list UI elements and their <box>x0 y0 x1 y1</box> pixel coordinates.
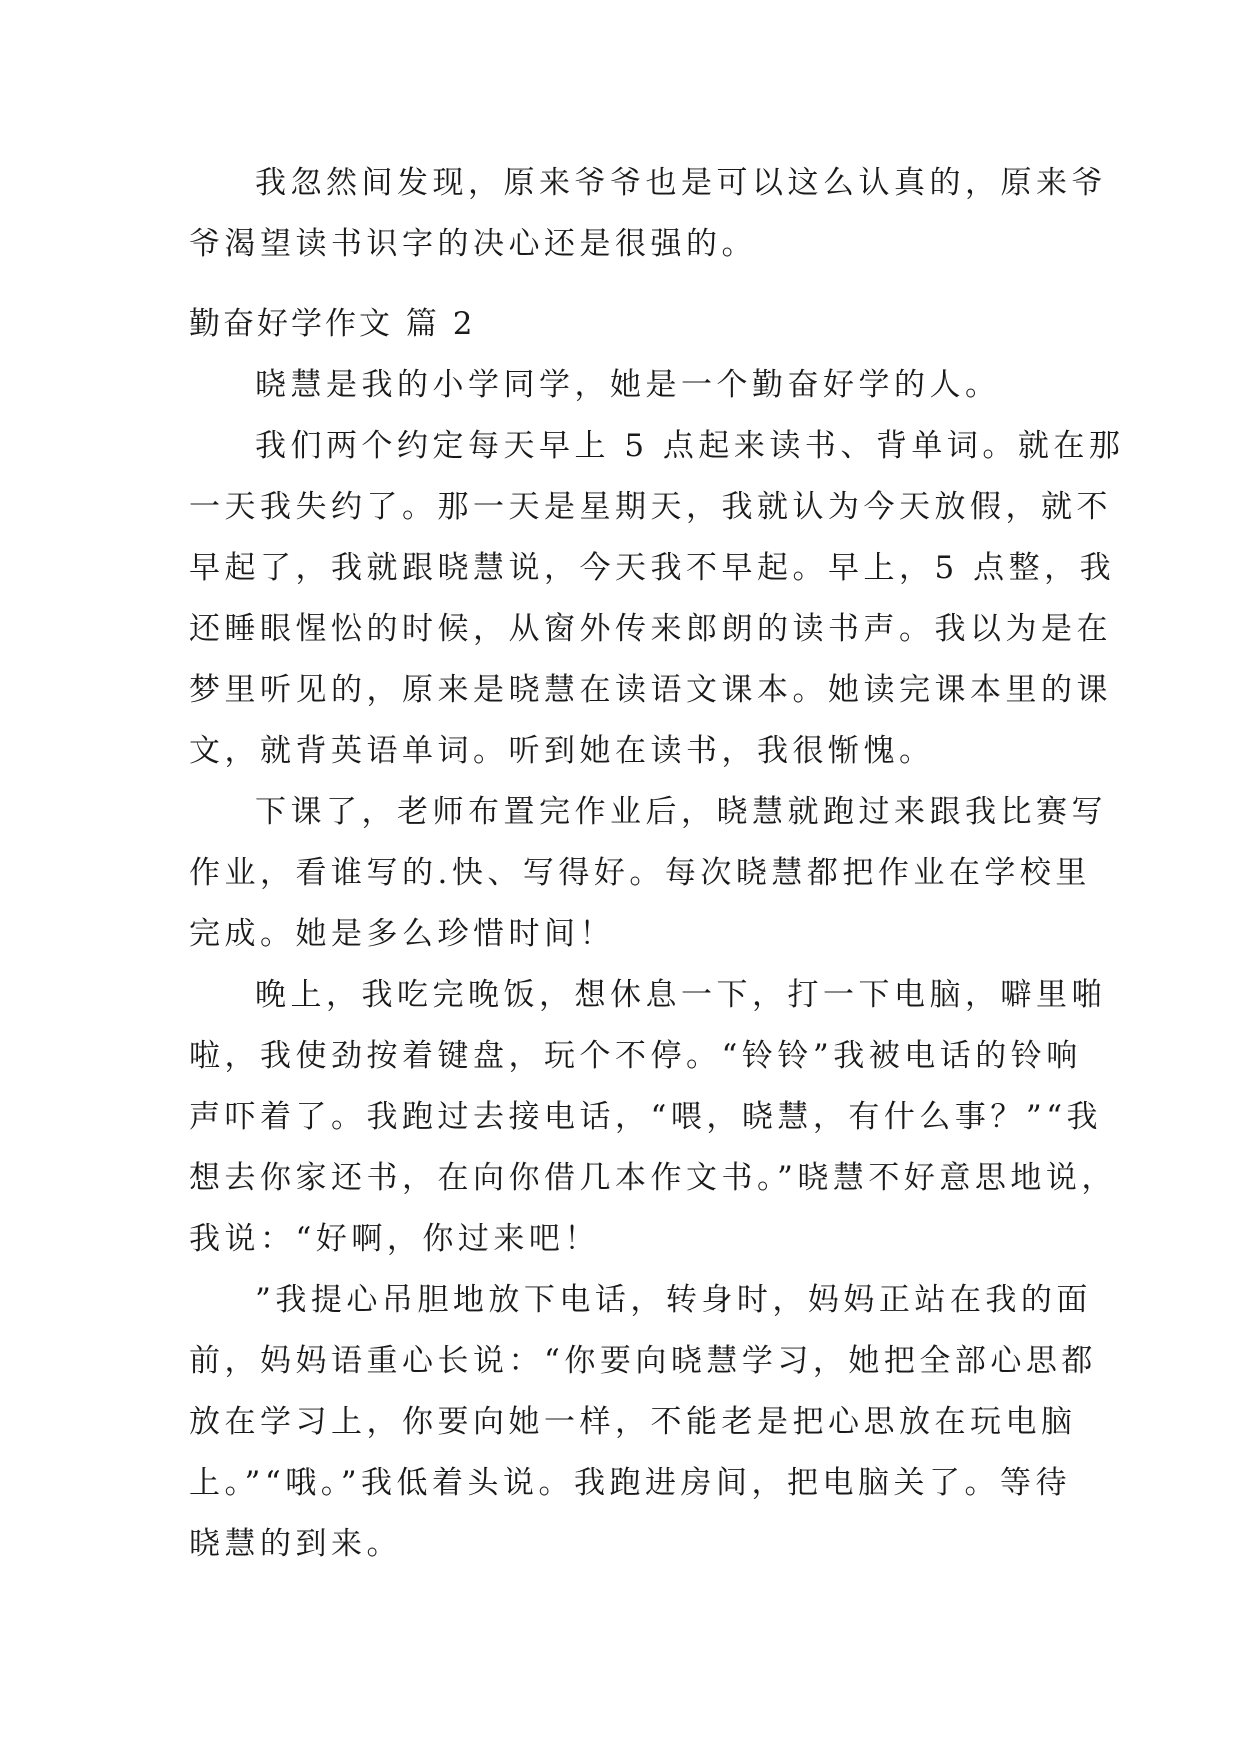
text-line: 晓慧是我的小学同学，她是一个勤奋好学的人。 <box>255 367 1001 403</box>
text-line: 下课了，老师布置完作业后，晓慧就跑过来跟我比赛写 <box>255 794 1107 830</box>
text-line: 我们两个约定每天早上 5 点起来读书、背单词。就在那 <box>255 428 1125 464</box>
text-line: 想去你家还书，在向你借几本作文书。”晓慧不好意思地说， <box>189 1160 1117 1196</box>
section-heading: 勤奋好学作文 篇 2 <box>189 306 476 342</box>
text-line: 晚上，我吃完晚饭，想休息一下，打一下电脑，噼里啪 <box>255 977 1107 1013</box>
section-2 <box>189 294 1125 1575</box>
text-line: 一天我失约了。那一天是星期天，我就认为今天放假，就不 <box>189 489 1112 525</box>
text-line: 放在学习上，你要向她一样，不能老是把心思放在玩电脑 <box>189 1404 1077 1440</box>
text-line: ”我提心吊胆地放下电话，转身时，妈妈正站在我的面 <box>255 1282 1092 1318</box>
text-line: 啦，我使劲按着键盘，玩个不停。“铃铃”我被电话的铃响 <box>189 1038 1082 1074</box>
text-line: 前，妈妈语重心长说：“你要向晓慧学习，她把全部心思都 <box>189 1343 1097 1379</box>
text-line: 我忽然间发现，原来爷爷也是可以这么认真的，原来爷 <box>255 165 1107 201</box>
text-line: 晓慧的到来。 <box>189 1526 402 1562</box>
text-line: 文，就背英语单词。听到她在读书，我很惭愧。 <box>189 733 935 769</box>
text-line: 爷渴望读书识字的决心还是很强的。 <box>189 226 757 262</box>
text-line: 还睡眼惺忪的时候，从窗外传来郎朗的读书声。我以为是在 <box>189 611 1112 647</box>
paragraph-grandfather-ending <box>189 153 1107 275</box>
text-line: 声吓着了。我跑过去接电话，“喂，晓慧，有什么事？”“我 <box>189 1099 1103 1135</box>
text-line: 作业，看谁写的.快、写得好。每次晓慧都把作业在学校里 <box>189 855 1091 891</box>
text-line: 完成。她是多么珍惜时间！ <box>189 916 615 952</box>
text-line: 早起了，我就跟晓慧说，今天我不早起。早上，5 点整，我 <box>189 550 1116 586</box>
text-line: 我说：“好啊，你过来吧！ <box>189 1221 600 1257</box>
text-line: 上。”“哦。”我低着头说。我跑进房间，把电脑关了。等待 <box>189 1465 1072 1501</box>
text-line: 梦里听见的，原来是晓慧在读语文课本。她读完课本里的课 <box>189 672 1112 708</box>
